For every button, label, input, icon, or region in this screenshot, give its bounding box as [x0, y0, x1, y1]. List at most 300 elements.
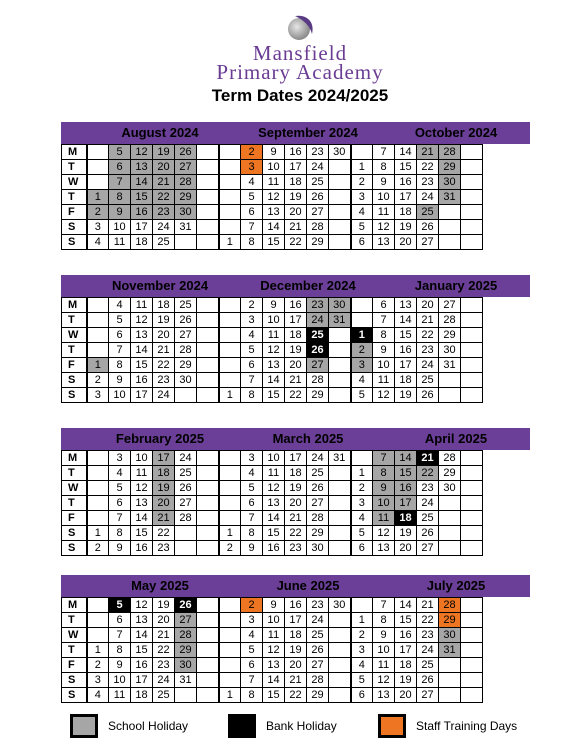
date-cell: 13 — [131, 613, 153, 628]
date-cell — [351, 598, 373, 613]
date-cell: 8 — [109, 526, 131, 541]
date-cell: 20 — [153, 328, 175, 343]
date-cell — [219, 658, 241, 673]
date-cell: 28 — [439, 451, 461, 466]
date-cell: 1 — [219, 688, 241, 703]
date-cell: 10 — [109, 388, 131, 403]
date-cell: 12 — [131, 598, 153, 613]
date-cell: 8 — [241, 526, 263, 541]
week-day-row — [62, 628, 483, 643]
date-cell: 9 — [373, 343, 395, 358]
day-of-week-label: T — [62, 313, 87, 328]
date-cell: 4 — [87, 235, 109, 250]
date-cell — [439, 373, 461, 388]
date-cell: 24 — [307, 451, 329, 466]
date-cell — [87, 145, 109, 160]
date-cell: 6 — [109, 160, 131, 175]
date-cell: 25 — [307, 328, 329, 343]
date-cell — [439, 220, 461, 235]
school-name-line2: Primary Academy — [216, 60, 384, 84]
date-cell: 10 — [373, 496, 395, 511]
date-cell: 9 — [373, 175, 395, 190]
date-cell: 20 — [153, 160, 175, 175]
date-cell: 18 — [285, 628, 307, 643]
date-cell: 5 — [351, 526, 373, 541]
week-day-row — [62, 175, 483, 190]
date-cell: 27 — [175, 613, 197, 628]
week-day-row — [62, 526, 483, 541]
week-day-row — [62, 658, 483, 673]
date-cell: 24 — [307, 160, 329, 175]
date-cell: 10 — [373, 643, 395, 658]
day-of-week-label: T — [62, 496, 87, 511]
date-cell: 18 — [131, 688, 153, 703]
date-cell: 19 — [153, 145, 175, 160]
date-cell: 12 — [263, 643, 285, 658]
date-cell: 29 — [175, 358, 197, 373]
date-cell — [329, 205, 351, 220]
date-cell: 3 — [241, 313, 263, 328]
date-cell: 6 — [241, 496, 263, 511]
month-header: June 2025 — [234, 575, 382, 597]
date-cell: 2 — [241, 298, 263, 313]
date-cell: 18 — [285, 175, 307, 190]
date-cell: 31 — [439, 358, 461, 373]
date-cell — [461, 451, 483, 466]
day-of-week-label: T — [62, 613, 87, 628]
week-day-row — [62, 511, 483, 526]
date-cell: 24 — [307, 313, 329, 328]
date-cell: 15 — [263, 388, 285, 403]
date-cell: 18 — [131, 235, 153, 250]
date-cell: 29 — [307, 235, 329, 250]
week-day-row — [62, 160, 483, 175]
date-cell: 4 — [351, 205, 373, 220]
date-cell: 4 — [241, 466, 263, 481]
date-cell: 14 — [131, 175, 153, 190]
date-cell — [439, 388, 461, 403]
date-cell — [87, 298, 109, 313]
date-cell: 1 — [351, 328, 373, 343]
month-header: December 2024 — [234, 275, 382, 297]
date-cell — [197, 145, 219, 160]
legend-swatch — [378, 714, 406, 738]
date-cell: 26 — [307, 343, 329, 358]
date-cell: 31 — [439, 643, 461, 658]
date-cell: 17 — [131, 388, 153, 403]
date-cell — [461, 688, 483, 703]
date-cell: 26 — [307, 643, 329, 658]
date-cell: 29 — [439, 160, 461, 175]
week-day-row — [62, 598, 483, 613]
date-cell: 25 — [417, 205, 439, 220]
date-cell: 6 — [241, 205, 263, 220]
date-cell: 14 — [395, 145, 417, 160]
date-cell — [175, 688, 197, 703]
day-of-week-label: S — [62, 388, 87, 403]
date-cell: 3 — [241, 451, 263, 466]
date-cell — [329, 541, 351, 556]
date-cell: 10 — [263, 160, 285, 175]
date-cell — [461, 628, 483, 643]
week-day-row — [62, 541, 483, 556]
week-day-row — [62, 298, 483, 313]
date-cell: 20 — [285, 205, 307, 220]
date-cell: 15 — [263, 235, 285, 250]
date-cell — [197, 481, 219, 496]
day-of-week-label: T — [62, 343, 87, 358]
date-cell — [329, 220, 351, 235]
date-cell: 11 — [263, 328, 285, 343]
week-day-row — [62, 673, 483, 688]
date-cell — [329, 388, 351, 403]
week-day-row — [62, 343, 483, 358]
date-cell — [329, 673, 351, 688]
date-cell: 11 — [263, 466, 285, 481]
week-day-row — [62, 235, 483, 250]
date-cell: 6 — [109, 328, 131, 343]
date-cell — [197, 628, 219, 643]
date-cell — [461, 511, 483, 526]
date-cell: 5 — [241, 343, 263, 358]
date-cell: 14 — [263, 511, 285, 526]
day-of-week-label: W — [62, 328, 87, 343]
date-cell: 6 — [241, 358, 263, 373]
day-of-week-label: F — [62, 358, 87, 373]
date-cell: 22 — [285, 688, 307, 703]
date-cell: 14 — [131, 628, 153, 643]
date-cell: 23 — [153, 541, 175, 556]
date-cell: 3 — [241, 613, 263, 628]
date-cell: 1 — [87, 358, 109, 373]
date-cell: 2 — [87, 658, 109, 673]
date-cell: 22 — [417, 160, 439, 175]
date-cell: 3 — [351, 496, 373, 511]
date-cell — [197, 328, 219, 343]
date-cell: 23 — [307, 598, 329, 613]
date-cell: 8 — [241, 388, 263, 403]
date-cell: 2 — [241, 598, 263, 613]
date-cell: 15 — [263, 526, 285, 541]
date-cell — [329, 190, 351, 205]
date-cell — [87, 613, 109, 628]
date-cell: 14 — [395, 451, 417, 466]
date-cell — [461, 613, 483, 628]
date-cell: 18 — [395, 658, 417, 673]
date-cell — [87, 511, 109, 526]
header-corner — [61, 575, 86, 597]
date-cell: 22 — [153, 358, 175, 373]
date-cell: 16 — [131, 373, 153, 388]
day-of-week-label: W — [62, 481, 87, 496]
date-cell: 21 — [285, 511, 307, 526]
date-cell — [439, 235, 461, 250]
date-cell: 7 — [241, 511, 263, 526]
date-cell: 7 — [373, 451, 395, 466]
date-cell: 11 — [263, 175, 285, 190]
month-header: November 2024 — [86, 275, 234, 297]
date-cell: 7 — [241, 373, 263, 388]
date-cell: 5 — [351, 220, 373, 235]
date-cell: 19 — [285, 343, 307, 358]
date-cell: 26 — [175, 481, 197, 496]
date-cell: 27 — [175, 328, 197, 343]
date-cell: 4 — [241, 328, 263, 343]
date-cell: 4 — [241, 628, 263, 643]
day-of-week-label: S — [62, 673, 87, 688]
date-cell — [329, 628, 351, 643]
date-cell: 9 — [263, 298, 285, 313]
date-cell: 5 — [241, 190, 263, 205]
date-cell — [219, 175, 241, 190]
day-of-week-label: S — [62, 526, 87, 541]
date-cell — [329, 235, 351, 250]
date-cell — [197, 511, 219, 526]
date-cell: 17 — [395, 358, 417, 373]
week-day-row — [62, 451, 483, 466]
date-cell: 15 — [263, 688, 285, 703]
date-cell: 17 — [395, 190, 417, 205]
date-cell: 24 — [153, 673, 175, 688]
date-cell: 7 — [373, 598, 395, 613]
date-cell: 26 — [417, 526, 439, 541]
week-day-row — [62, 388, 483, 403]
date-cell: 25 — [175, 466, 197, 481]
date-cell: 15 — [395, 328, 417, 343]
header-corner — [61, 428, 86, 450]
date-cell — [329, 160, 351, 175]
date-cell: 4 — [109, 466, 131, 481]
date-cell — [461, 298, 483, 313]
date-cell: 30 — [439, 481, 461, 496]
date-cell: 17 — [285, 160, 307, 175]
date-cell: 10 — [373, 358, 395, 373]
date-cell: 28 — [307, 511, 329, 526]
date-cell: 21 — [285, 220, 307, 235]
date-cell — [329, 358, 351, 373]
date-cell: 17 — [153, 451, 175, 466]
school-name-line1: Mansfield — [252, 41, 348, 65]
date-cell: 14 — [131, 343, 153, 358]
month-header: May 2025 — [86, 575, 234, 597]
date-cell: 10 — [263, 451, 285, 466]
date-cell: 18 — [153, 466, 175, 481]
week-day-row — [62, 496, 483, 511]
date-cell: 9 — [109, 373, 131, 388]
calendar-grid — [61, 297, 483, 403]
date-cell: 1 — [351, 160, 373, 175]
date-cell — [219, 160, 241, 175]
date-cell: 31 — [439, 190, 461, 205]
date-cell — [461, 160, 483, 175]
date-cell: 16 — [285, 298, 307, 313]
date-cell: 26 — [417, 673, 439, 688]
date-cell — [197, 220, 219, 235]
date-cell — [197, 541, 219, 556]
date-cell: 6 — [109, 496, 131, 511]
date-cell — [219, 496, 241, 511]
date-cell — [87, 343, 109, 358]
date-cell: 19 — [153, 481, 175, 496]
date-cell: 14 — [263, 373, 285, 388]
date-cell: 5 — [241, 481, 263, 496]
date-cell: 10 — [109, 673, 131, 688]
date-cell — [461, 358, 483, 373]
date-cell — [87, 628, 109, 643]
date-cell: 20 — [417, 298, 439, 313]
date-cell: 19 — [395, 673, 417, 688]
date-cell — [87, 496, 109, 511]
date-cell: 27 — [417, 235, 439, 250]
day-of-week-label: M — [62, 598, 87, 613]
date-cell: 3 — [241, 160, 263, 175]
calendar-grid — [61, 144, 483, 250]
date-cell: 16 — [395, 343, 417, 358]
date-cell — [461, 658, 483, 673]
date-cell: 26 — [307, 190, 329, 205]
date-cell: 12 — [373, 388, 395, 403]
legend-label: School Holiday — [108, 719, 189, 733]
date-cell — [219, 373, 241, 388]
date-cell: 23 — [153, 658, 175, 673]
date-cell: 8 — [241, 688, 263, 703]
month-header: April 2025 — [382, 428, 530, 450]
date-cell: 25 — [417, 511, 439, 526]
date-cell: 18 — [285, 328, 307, 343]
date-cell: 8 — [373, 466, 395, 481]
date-cell: 5 — [109, 598, 131, 613]
month-header: February 2025 — [86, 428, 234, 450]
date-cell: 21 — [153, 511, 175, 526]
date-cell — [439, 511, 461, 526]
date-cell: 9 — [263, 145, 285, 160]
date-cell: 16 — [131, 541, 153, 556]
date-cell: 30 — [439, 175, 461, 190]
date-cell: 7 — [241, 673, 263, 688]
date-cell: 28 — [307, 373, 329, 388]
date-cell — [219, 328, 241, 343]
date-cell — [219, 220, 241, 235]
date-cell: 22 — [153, 643, 175, 658]
date-cell — [461, 235, 483, 250]
date-cell — [439, 205, 461, 220]
day-of-week-label: T — [62, 190, 87, 205]
date-cell: 12 — [263, 343, 285, 358]
date-cell — [329, 658, 351, 673]
date-cell — [461, 343, 483, 358]
date-cell — [87, 328, 109, 343]
date-cell: 24 — [417, 190, 439, 205]
date-cell — [461, 673, 483, 688]
date-cell — [219, 628, 241, 643]
date-cell: 9 — [109, 205, 131, 220]
month-header: August 2024 — [86, 122, 234, 144]
date-cell: 7 — [109, 175, 131, 190]
day-of-week-label: W — [62, 175, 87, 190]
day-of-week-label: W — [62, 628, 87, 643]
date-cell: 14 — [263, 673, 285, 688]
date-cell: 13 — [395, 298, 417, 313]
date-cell — [219, 466, 241, 481]
date-cell: 18 — [153, 298, 175, 313]
date-cell: 7 — [109, 628, 131, 643]
date-cell: 16 — [395, 481, 417, 496]
date-cell — [197, 526, 219, 541]
date-cell: 29 — [307, 388, 329, 403]
date-cell: 2 — [351, 628, 373, 643]
week-day-row — [62, 145, 483, 160]
date-cell: 12 — [373, 526, 395, 541]
date-cell: 13 — [263, 205, 285, 220]
date-cell: 5 — [241, 643, 263, 658]
date-cell: 13 — [263, 496, 285, 511]
date-cell: 2 — [219, 541, 241, 556]
date-cell — [461, 313, 483, 328]
date-cell — [329, 328, 351, 343]
day-of-week-label: T — [62, 643, 87, 658]
date-cell — [219, 358, 241, 373]
date-cell: 25 — [307, 628, 329, 643]
date-cell — [87, 160, 109, 175]
date-cell: 22 — [285, 526, 307, 541]
date-cell — [329, 466, 351, 481]
date-cell: 25 — [307, 175, 329, 190]
date-cell: 23 — [417, 175, 439, 190]
date-cell: 19 — [153, 313, 175, 328]
date-cell — [439, 496, 461, 511]
day-of-week-label: M — [62, 451, 87, 466]
date-cell: 28 — [439, 598, 461, 613]
date-cell: 6 — [351, 541, 373, 556]
date-cell: 3 — [87, 673, 109, 688]
date-cell: 11 — [373, 373, 395, 388]
week-day-row — [62, 373, 483, 388]
date-cell — [461, 466, 483, 481]
date-cell: 24 — [153, 220, 175, 235]
date-cell: 24 — [417, 496, 439, 511]
date-cell: 17 — [131, 673, 153, 688]
date-cell: 26 — [175, 145, 197, 160]
date-cell — [351, 451, 373, 466]
date-cell — [175, 541, 197, 556]
date-cell — [461, 220, 483, 235]
date-cell: 17 — [131, 220, 153, 235]
date-cell: 3 — [351, 358, 373, 373]
date-cell: 25 — [307, 466, 329, 481]
date-cell: 14 — [263, 220, 285, 235]
date-cell: 25 — [175, 298, 197, 313]
week-day-row — [62, 190, 483, 205]
date-cell: 13 — [131, 496, 153, 511]
date-cell: 11 — [373, 205, 395, 220]
legend-swatch — [70, 714, 98, 738]
date-cell: 1 — [87, 643, 109, 658]
date-cell: 26 — [175, 313, 197, 328]
date-cell: 22 — [153, 190, 175, 205]
date-cell — [351, 298, 373, 313]
date-cell: 31 — [175, 220, 197, 235]
date-cell: 22 — [153, 526, 175, 541]
month-header: September 2024 — [234, 122, 382, 144]
date-cell — [219, 343, 241, 358]
date-cell: 16 — [285, 145, 307, 160]
date-cell: 20 — [395, 235, 417, 250]
date-cell: 15 — [131, 190, 153, 205]
date-cell: 26 — [417, 220, 439, 235]
date-cell: 24 — [175, 451, 197, 466]
week-day-row — [62, 643, 483, 658]
date-cell: 23 — [285, 541, 307, 556]
